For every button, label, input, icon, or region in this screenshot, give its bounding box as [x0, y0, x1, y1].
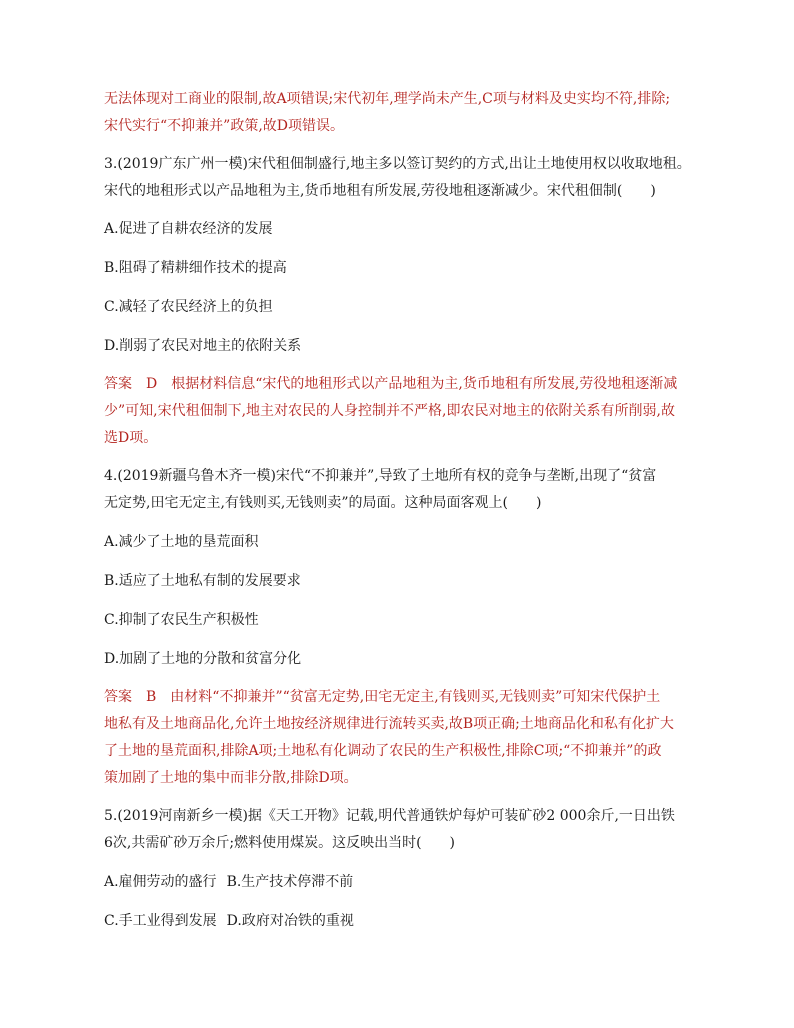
- q5-option-b: B.生产技术停滞不前: [226, 874, 354, 890]
- q4-answer-line-1: 答案 B 由材料“不抑兼并”“贫富无定势,田宅无定主,有钱则买,无钱则卖”可知宋代保护土: [104, 689, 661, 705]
- q4-stem-line-2: 无定势,田宅无定主,有钱则买,无钱则卖”的局面。这种局面客观上( ): [104, 495, 542, 511]
- q5-stem-line-1: 5.(2019河南新乡一模)据《天工开物》记载,明代普通铁炉每炉可装矿砂2 000余斤,一日出铁: [104, 808, 675, 824]
- q5-stem-line-2: 6次,共需矿砂万余斤;燃料使用煤炭。这反映出当时( ): [104, 835, 455, 851]
- q2-answer-line-1: 无法体现对工商业的限制,故A项错误;宋代初年,理学尚未产生,C项与材料及史实均不符,排除;: [104, 91, 671, 107]
- q3-option-b: B.阻碍了精耕细作技术的提高: [104, 260, 287, 276]
- q2-answer-line-2: 宋代实行“不抑兼并”政策,故D项错误。: [104, 118, 344, 134]
- q5-options-row-2: [104, 912, 354, 930]
- q3-option-c: C.减轻了农民经济上的负担: [104, 299, 273, 315]
- q3-stem-line-2: 宋代的地租形式以产品地租为主,货币地租有所发展,劳役地租逐渐减少。宋代租佃制( ): [104, 183, 656, 199]
- q3-answer-line-2: 少”可知,宋代租佃制下,地主对农民的人身控制并不严格,即农民对地主的依附关系有所削弱,故: [104, 403, 675, 419]
- q5-option-a: A.雇佣劳动的盛行: [104, 874, 217, 890]
- document-page: [104, 0, 704, 1028]
- q4-option-c: C.抑制了农民生产积极性: [104, 612, 259, 628]
- q5-option-c: C.手工业得到发展: [104, 913, 217, 929]
- q3-answer-line-3: 选D项。: [104, 430, 158, 446]
- q4-option-d: D.加剧了土地的分散和贫富分化: [104, 651, 302, 667]
- q3-option-d: D.削弱了农民对地主的依附关系: [104, 338, 302, 354]
- q4-option-b: B.适应了土地私有制的发展要求: [104, 573, 301, 589]
- q3-stem-line-1: 3.(2019广东广州一模)宋代租佃制盛行,地主多以签订契约的方式,出让土地使用权以收取地租。: [104, 156, 691, 172]
- q4-answer-line-4: 策加剧了土地的集中而非分散,排除D项。: [104, 770, 358, 786]
- q3-answer-line-1: 答案 D 根据材料信息“宋代的地租形式以产品地租为主,货币地租有所发展,劳役地租逐渐减: [104, 376, 678, 392]
- q4-answer-line-3: 了土地的垦荒面积,排除A项;土地私有化调动了农民的生产积极性,排除C项;“不抑兼并”的政: [104, 743, 662, 759]
- q3-option-a: A.促进了自耕农经济的发展: [104, 221, 273, 237]
- q5-option-d: D.政府对冶铁的重视: [226, 913, 354, 929]
- q5-options-row-1: [104, 873, 353, 891]
- q4-answer-line-2: 地私有及土地商品化,允许土地按经济规律进行流转买卖,故B项正确;土地商品化和私有化扩大: [104, 716, 674, 732]
- q4-option-a: A.减少了土地的垦荒面积: [104, 534, 259, 550]
- q4-stem-line-1: 4.(2019新疆乌鲁木齐一模)宋代“不抑兼并”,导致了土地所有权的竞争与垄断,出现了“贫富: [104, 468, 657, 484]
